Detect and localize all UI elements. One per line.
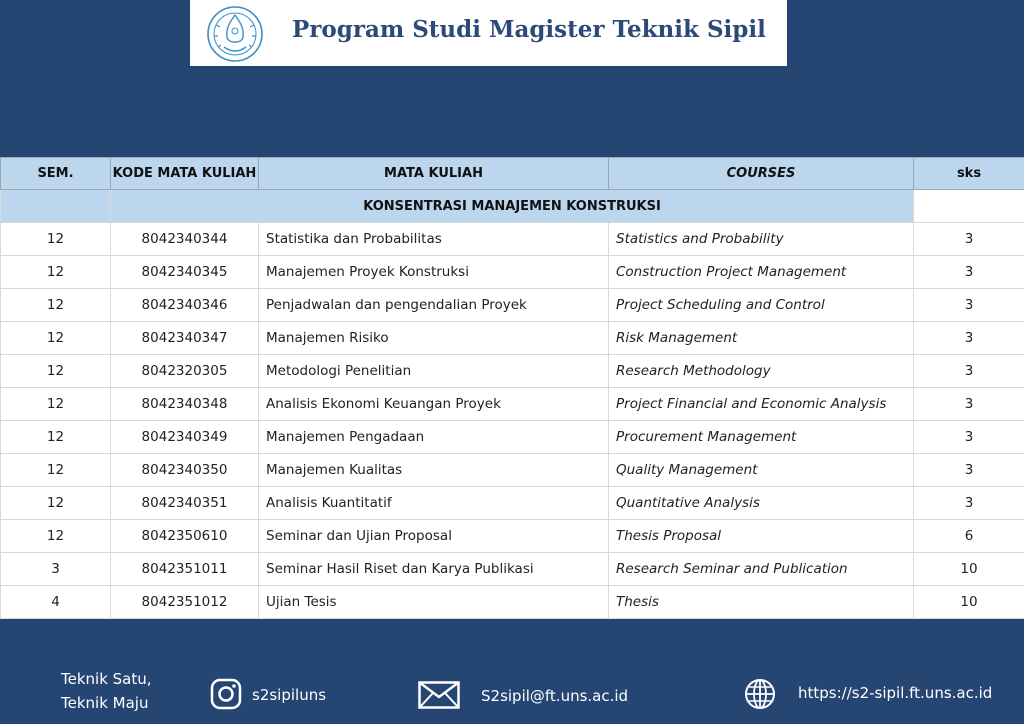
cell-kode: 8042340344 [111, 223, 259, 256]
cell-sem: 12 [1, 289, 111, 322]
course-table [0, 157, 1024, 619]
cell-sks: 3 [914, 289, 1024, 322]
cell-course: Thesis [609, 586, 914, 619]
cell-mata-kuliah: Metodologi Penelitian [259, 355, 609, 388]
cell-sem: 4 [1, 586, 111, 619]
email-link[interactable]: S2sipil@ft.uns.ac.id [481, 687, 629, 705]
footer [0, 619, 1024, 724]
cell-sks: 3 [914, 454, 1024, 487]
table-row [1, 322, 1024, 355]
col-header-sem: SEM. [1, 158, 111, 190]
instagram-handle[interactable]: s2sipiluns [252, 686, 327, 704]
cell-mata-kuliah: Statistika dan Probabilitas [259, 223, 609, 256]
tagline-line-2: Teknik Maju [61, 694, 149, 712]
cell-kode: 8042340350 [111, 454, 259, 487]
cell-sks: 3 [914, 487, 1024, 520]
cell-course: Procurement Management [609, 421, 914, 454]
table-row [1, 289, 1024, 322]
cell-sem: 3 [1, 553, 111, 586]
table-row [1, 487, 1024, 520]
cell-sks: 3 [914, 421, 1024, 454]
cell-kode: 8042351012 [111, 586, 259, 619]
cell-kode: 8042320305 [111, 355, 259, 388]
col-header-sks: sks [914, 158, 1024, 190]
cell-sks: 3 [914, 322, 1024, 355]
table-row [1, 586, 1024, 619]
cell-mata-kuliah: Analisis Ekonomi Keuangan Proyek [259, 388, 609, 421]
cell-mata-kuliah: Seminar dan Ujian Proposal [259, 520, 609, 553]
cell-kode: 8042340349 [111, 421, 259, 454]
cell-mata-kuliah: Manajemen Pengadaan [259, 421, 609, 454]
envelope-icon [418, 681, 460, 709]
cell-kode: 8042340345 [111, 256, 259, 289]
table-row [1, 520, 1024, 553]
page-title: Program Studi Magister Teknik Sipil [292, 16, 766, 43]
cell-course: Construction Project Management [609, 256, 914, 289]
cell-sem: 12 [1, 388, 111, 421]
globe-icon [744, 678, 776, 710]
cell-mata-kuliah: Ujian Tesis [259, 586, 609, 619]
cell-course: Thesis Proposal [609, 520, 914, 553]
website-link[interactable]: https://s2-sipil.ft.uns.ac.id [798, 684, 993, 702]
cell-course: Statistics and Probability [609, 223, 914, 256]
cell-sks: 3 [914, 355, 1024, 388]
table-row [1, 553, 1024, 586]
cell-sem: 12 [1, 421, 111, 454]
cell-sem: 12 [1, 223, 111, 256]
cell-course: Research Methodology [609, 355, 914, 388]
tagline-line-1: Teknik Satu, [61, 670, 152, 688]
table-row [1, 388, 1024, 421]
cell-sks: 10 [914, 586, 1024, 619]
concentration-spacer [1, 190, 111, 223]
cell-course: Quantitative Analysis [609, 487, 914, 520]
cell-sem: 12 [1, 355, 111, 388]
cell-kode: 8042350610 [111, 520, 259, 553]
cell-sem: 12 [1, 520, 111, 553]
cell-sks: 3 [914, 256, 1024, 289]
cell-kode: 8042340351 [111, 487, 259, 520]
cell-sks: 3 [914, 223, 1024, 256]
cell-sks: 6 [914, 520, 1024, 553]
cell-kode: 8042340347 [111, 322, 259, 355]
table-row [1, 223, 1024, 256]
cell-sem: 12 [1, 256, 111, 289]
cell-course: Project Financial and Economic Analysis [609, 388, 914, 421]
cell-course: Risk Management [609, 322, 914, 355]
col-header-kode: KODE MATA KULIAH [111, 158, 259, 190]
cell-course: Project Scheduling and Control [609, 289, 914, 322]
table-row [1, 454, 1024, 487]
cell-mata-kuliah: Manajemen Proyek Konstruksi [259, 256, 609, 289]
concentration-row [1, 190, 1024, 223]
cell-sem: 12 [1, 322, 111, 355]
cell-course: Research Seminar and Publication [609, 553, 914, 586]
table-row [1, 421, 1024, 454]
table-row [1, 256, 1024, 289]
cell-sem: 12 [1, 487, 111, 520]
concentration-label: KONSENTRASI MANAJEMEN KONSTRUKSI [111, 190, 914, 223]
cell-mata-kuliah: Penjadwalan dan pengendalian Proyek [259, 289, 609, 322]
cell-kode: 8042340346 [111, 289, 259, 322]
table-header-row [1, 158, 1024, 190]
cell-mata-kuliah: Manajemen Kualitas [259, 454, 609, 487]
col-header-mata-kuliah: MATA KULIAH [259, 158, 609, 190]
course-table-container [0, 157, 1024, 619]
cell-kode: 8042340348 [111, 388, 259, 421]
cell-mata-kuliah: Seminar Hasil Riset dan Karya Publikasi [259, 553, 609, 586]
cell-sem: 12 [1, 454, 111, 487]
cell-course: Quality Management [609, 454, 914, 487]
cell-sks: 10 [914, 553, 1024, 586]
col-header-courses: COURSES [609, 158, 914, 190]
instagram-icon [210, 678, 242, 710]
table-row [1, 355, 1024, 388]
cell-mata-kuliah: Analisis Kuantitatif [259, 487, 609, 520]
cell-sks: 3 [914, 388, 1024, 421]
cell-kode: 8042351011 [111, 553, 259, 586]
university-seal-icon [204, 3, 266, 65]
cell-mata-kuliah: Manajemen Risiko [259, 322, 609, 355]
title-banner [190, 0, 787, 66]
